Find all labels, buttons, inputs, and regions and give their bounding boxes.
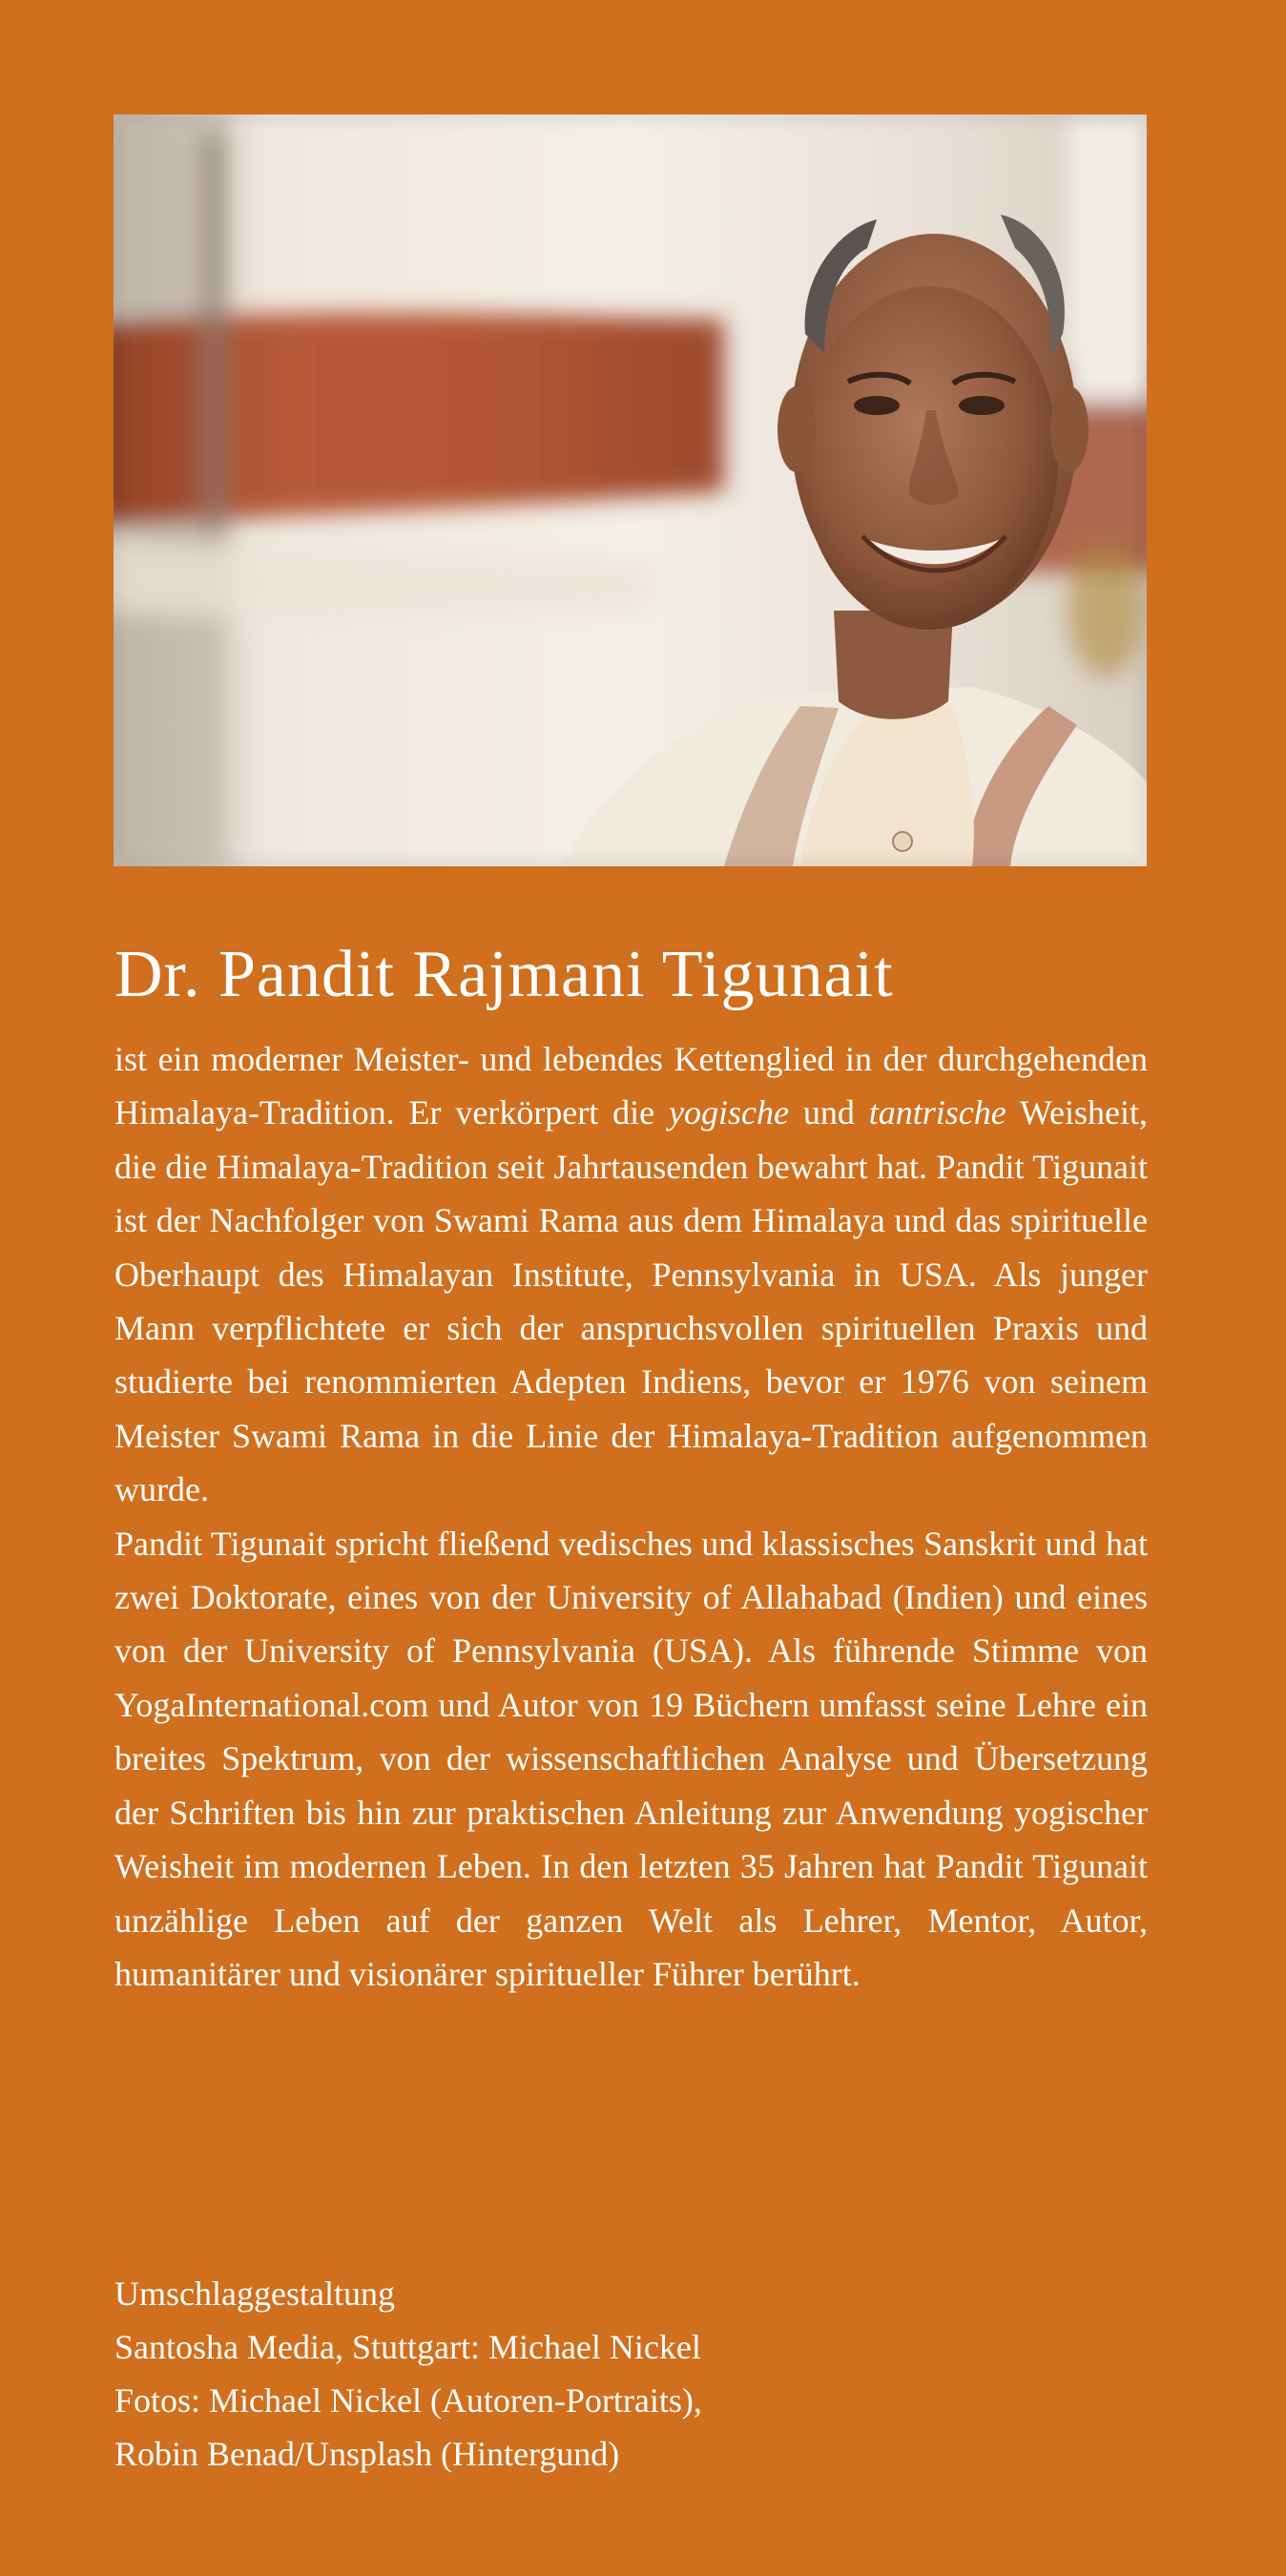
author-biography — [114, 1032, 1148, 2001]
bio-text-segment: und — [788, 1093, 869, 1132]
bio-emphasis-yogische: yogische — [669, 1093, 789, 1132]
bio-text-segment: ist ein moderner Meister- und lebendes Kettenglied in der durchgehenden Himalaya-Tradition. Er verkörpert die — [114, 1040, 1148, 1132]
bio-paragraph-2: Pandit Tigunait spricht fließend vedisches und klassisches Sanskrit und hat zwei Doktorate, eines von der University of Allahabad (Indien) und eines von der University of Pennsylvania (USA). Als führende Stimme von YogaInternational.com und Autor von 19 Büchern umfasst seine Lehre ein breites Spektrum, von der wissenschaftlichen Analyse und Übersetzung der Schriften bis hin zur praktischen Anleitung zur Anwendung yogischer Weisheit im modernen Leben. In den letzten 35 Jahren hat Pandit Tigunait unzählige Leben auf der ganzen Welt als Lehrer, Mentor, Autor, humanitärer und visionärer spiritueller Führer berührt. — [114, 1524, 1148, 1993]
bio-paragraph-1 — [114, 1032, 1148, 1517]
author-name-heading: Dr. Pandit Rajmani Tigunait — [114, 938, 894, 1011]
author-portrait-photo — [114, 114, 1147, 866]
credits-line-photos: Fotos: Michael Nickel (Autoren-Portraits), — [114, 2381, 702, 2420]
credits-line-designer: Santosha Media, Stuttgart: Michael Nickel — [114, 2328, 701, 2366]
bio-text-segment: Weisheit, die die Himalaya-Tradition seit Jahrtausenden bewahrt hat. Pandit Tigunait ist der Nachfolger von Swami Rama aus dem Himalaya und das spirituelle Oberhaupt des Himalayan Institute, Pennsylvania in USA. Als junger Mann verpflichtete er sich der anspruchsvollen spirituellen Praxis und studierte bei renommierten Adepten Indiens, bevor er 1976 von seinem Meister Swami Rama in die Linie der Himalaya-Tradition aufgenommen wurde. — [114, 1093, 1148, 1509]
credits-line-background-photo: Robin Benad/Unsplash (Hintergund) — [114, 2435, 620, 2473]
credits-line-design-heading: Umschlaggestaltung — [114, 2275, 395, 2313]
bio-emphasis-tantrische: tantrische — [868, 1093, 1006, 1132]
cover-credits — [114, 2267, 1148, 2481]
